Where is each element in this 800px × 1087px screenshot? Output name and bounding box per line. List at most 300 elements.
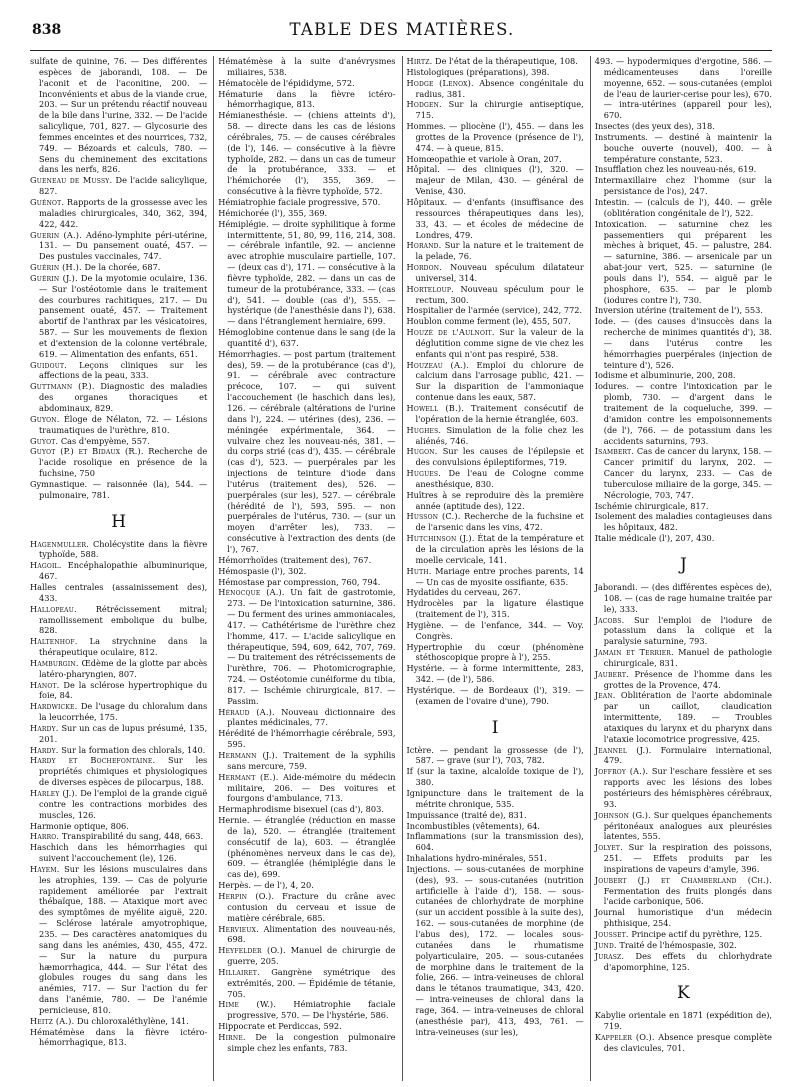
entry-text: Œdème de la glotte par abcès latéro-pharyngien, 807. (39, 657, 208, 679)
entry-author: Heitz (A.). (30, 1015, 75, 1026)
index-entry (595, 132, 772, 165)
index-entry (30, 273, 207, 360)
entry-author: Hamburgin. (30, 657, 79, 668)
entry-author: Harro. (30, 831, 60, 842)
index-entry (30, 680, 207, 702)
index-entry (30, 1027, 207, 1049)
entry-text: Des effets du chlorhydrate d'apomorphine, 125. (603, 950, 772, 972)
entry-author: Guénot. (30, 196, 65, 207)
entry-text: Aide-mémoire du médecin militaire, 206. — Des voitures et fourgons d'ambulance, 713. (227, 771, 396, 804)
entry-text: Intestin. — (calculs de l'), 440. — grêle (oblitération congénitale de l'), 522. (594, 196, 772, 218)
entry-text: Gymnastique. — raisonnée (la), 544. — pulmonaire, 781. (30, 478, 208, 500)
entry-text: Nouveau spéculum pour le rectum, 300. (415, 283, 584, 305)
entry-text: Inversion utérine (traitement de l'), 553. (594, 305, 763, 316)
index-entry (407, 67, 584, 78)
entry-text: Sur la respiration des poissons, 251. — Effets produits par les inspirations de vapeurs d'amyle, 396. (603, 842, 772, 874)
index-entry (218, 566, 395, 577)
entry-text: Hypertrophie du cœur (phénomène stéthoscopique propre à l'), 255. (406, 641, 584, 663)
entry-text: Ignipuncture dans le traitement de la métrite chronique, 535. (406, 788, 584, 809)
entry-author: Hallopeau. (30, 603, 77, 614)
index-entry (218, 587, 395, 706)
entry-text: Absence presque complète des clavicules, 701. (603, 1032, 773, 1053)
index-entry (407, 316, 584, 327)
index-entry (595, 669, 772, 691)
entry-author: Isambert. (594, 446, 635, 457)
entry-text: Halles centrales (assainissement des), 433. (30, 581, 208, 603)
entry-text: Homœopathie et variole à Oran, 207. (406, 153, 562, 164)
index-entry (30, 360, 207, 382)
index-entry (595, 164, 772, 175)
entry-text: Hématurie dans la fièvre ictéro-hémorrhagique, 813. (218, 88, 396, 110)
entry-author: Jean. (594, 690, 616, 701)
index-entry (218, 945, 395, 967)
entry-text: De l'emploi de la grande ciguë contre les contractions morbides des muscles, 126. (39, 788, 208, 820)
entry-text: Manuel de pathologie chirurgicale, 831. (603, 647, 772, 668)
entry-text: Sur la nature et le traitement de la pelade, 76. (415, 240, 584, 262)
entry-text: De la chorée, 687. (84, 262, 161, 273)
entry-author: Huth. (406, 565, 432, 576)
entry-text: Sur la formation des chlorals, 140. (61, 744, 206, 755)
entry-text: Hystérique. — de Bordeaux (l'), 319. — (examen de l'ovaire d'une), 790. (406, 684, 584, 706)
index-entry (30, 864, 207, 1016)
index-entry (407, 262, 584, 284)
entry-text: De l'état de la thérapeutique, 108. (435, 56, 578, 66)
entry-author: Joffroy (A.). (594, 766, 649, 777)
index-entry (218, 110, 395, 197)
entry-author: Hardy. (30, 744, 59, 755)
entry-text: Insectes (des yeux des), 318. (594, 121, 715, 132)
index-entry (218, 197, 395, 208)
index-entry (595, 1032, 772, 1054)
entry-text: Sur les propriétés chimiques et physiologiques de diverses espèces de pilocarpus, 188. (39, 755, 208, 788)
entry-author: Jolyet. (594, 842, 623, 853)
index-column-4 (590, 56, 774, 1081)
index-entry (407, 468, 584, 490)
entry-text: Cholécystite dans la fièvre typhoïde, 588. (39, 538, 208, 560)
entry-author: Hardy et Bochefontaine. (30, 755, 156, 766)
entry-text: Adéno-lymphite péri-utérine, 131. — Du pansement ouaté, 457. — Des pustules vaccinales, 747. (39, 229, 208, 262)
entry-text: Ischémie chirurgicale, 817. (594, 500, 709, 511)
entry-text: Traité de l'hémospasie, 302. (619, 939, 737, 950)
entry-author: Hervieux. (218, 923, 259, 934)
entry-author: Kappeler (O.). (594, 1032, 655, 1043)
index-entry (407, 663, 584, 685)
index-entry (407, 745, 584, 767)
entry-text: Iode. — (des causes d'insuccès dans la recherche de minimes quantités d'), 38. — dans l'utérus contre les hémorrhagies puerpérales (injection de teinture d'), 526. (594, 316, 772, 370)
entry-text: Absence congénitale du radius, 381. (415, 77, 584, 99)
entry-author: Haltenhof. (30, 636, 78, 647)
entry-text: Isolement des maladies contagieuses dans les hôpitaux, 482. (594, 511, 772, 533)
index-entry (218, 89, 395, 111)
entry-text: Haschich dans les hémorrhagies qui suivent l'accouchement (le), 126. (30, 842, 208, 864)
index-entry (407, 511, 584, 533)
entry-text: Ictère. — pendant la grossesse (de l'), 587. — grave (sur l'), 703, 782. (406, 744, 584, 766)
index-entry (595, 381, 772, 446)
index-entry (407, 78, 584, 100)
entry-author: Harley (J.). (30, 788, 78, 798)
entry-text: Sur l'eschare fessière et ses rapports avec les lésions des lobes postérieurs des hémisphères cérébraux, 93. (603, 766, 773, 809)
index-entry (407, 864, 584, 1038)
index-entry (30, 723, 207, 745)
entry-text: Du chloroxaléthylène, 141. (76, 1015, 189, 1026)
section-letter: I (491, 717, 499, 738)
entry-author: Hodgen. (406, 99, 442, 110)
entry-author: Hugues. (406, 468, 442, 479)
index-entry (407, 788, 584, 810)
entry-text: Injections. — sous-cutanées de morphine (des), 93. — sous-cutanées (nutrition artificielle à l'aide d'), 158. — sous-cutanées de chlorhydrate de morphine (sur un accident possible à la suite des), 162. — sous-cutanées de morphine (de l'abus des), 172. — locales sous-cutanées dans le rhumatisme polyarticulaire, 205. — sous-cutanées de morphine dans le traitement de la folie, 266. — intra-veineuses de chloral dans le tétanos traumatique, 343, 420. — intra-veineuses de chloral dans la rage, 364. — intra-veineuses de chloral (anesthésie par), 413, 493, 761. — intra-veineuses (sur les), (406, 863, 584, 1037)
index-entry (218, 772, 395, 805)
entry-text: Hôpitaux. — d'enfants (insuffisance des ressources thérapeutiques dans les), 33, 43. — et écoles de médecine de Londres, 479. (406, 196, 584, 240)
entry-text: Inflammations (sur la transmission des), 604. (406, 831, 584, 853)
entry-text: 493. — hypodermiques d'ergotine, 586. — médicamenteuses dans l'oreille moyenne, 652. — sous-cutanées (emploi de l'eau de laurier-cerise pour les), 670. — intra-utérines (appareil pour les), 670. (594, 56, 772, 121)
index-entry (407, 587, 584, 598)
index-column-3 (402, 56, 586, 1081)
index-entry (30, 56, 207, 175)
entry-text: Intoxication. — saturnine chez les passementiers qui préparent les mèches à briquet, 45. — palustre, 284. — saturnine, 386. — arsenicale par un abat-jour vert, 525. — saturnine (le pouls dans l'), 554. — aiguë par le phosphore, 635. — par le plomb (iodures contre l'), 730. (594, 218, 772, 305)
index-entry (595, 219, 772, 306)
entry-text: Inhalations hydro-minérales, 551. (406, 853, 547, 864)
entry-author: Hugon. (406, 446, 438, 457)
entry-text: Fermentation des fruits plongés dans l'acide carbonique, 506. (603, 885, 772, 907)
index-entry (218, 707, 395, 729)
entry-text: Hippocrate et Perdiccas, 592. (218, 1021, 342, 1032)
index-entry (218, 1032, 395, 1054)
index-entry (407, 642, 584, 664)
entry-text: Hospitalier de l'armée (service), 242, 772. (406, 305, 583, 316)
entry-text: Oblitération de l'aorte abdominale par un caillot, claudication intermittente, 189. — Troubles ataxiques du larynx et du pharynx dans l'ataxie locomotrice progressive, 425. (603, 690, 772, 744)
index-entry (407, 360, 584, 403)
entry-author: Hermant (E.). (218, 771, 279, 782)
entry-author: Horand. (406, 240, 442, 251)
index-entry (30, 755, 207, 788)
running-title: TABLE DES MATIÈRES. (289, 20, 515, 39)
entry-text: De l'eau de Cologne comme anesthésique, 830. (415, 468, 584, 489)
entry-text: Présence de l'homme dans les grottes de la Provence, 474. (603, 668, 772, 690)
entry-text: Sur la valeur de la déglutition comme signe de vie chez les enfants qui n'ont pas respiré, 538. (415, 327, 584, 359)
entry-author: Hughes. (406, 424, 442, 435)
entry-text: Un fait de gastrotomie, 273. — De l'intoxication saturnine, 386. — Du ferment des urines ammoniacales, 417. — Cathétérisme de l'urèthre chez l'homme, 417. — L'acide salicylique en thérapeutique, 594, 609, 642, 707, 769. — Du traitement des rétrécissements de l'urèthre, 706. — Photomicrographie, 724. — Ostéotomie cunéiforme du tibia, 817. — Ischémie chirurgicale, 817. — Passim. (227, 587, 396, 706)
entry-text: Gangrène symétrique des extrémités, 200. — Épidémie de tétanie, 705. (227, 966, 396, 999)
index-entry (218, 555, 395, 566)
index-entry (595, 875, 772, 908)
entry-text: Traitement de la syphilis sans mercure, 759. (227, 750, 396, 771)
index-entry (30, 175, 207, 197)
index-entry (218, 327, 395, 349)
entry-author: Jurasz. (594, 950, 625, 961)
entry-text: Harmonie optique, 806. (30, 820, 129, 831)
entry-author: Houzeau (A.). (406, 359, 470, 370)
index-column-2 (213, 56, 397, 1081)
entry-author: Guyon. (30, 413, 60, 424)
entry-author: Hirtz. (406, 56, 433, 66)
index-entry (30, 479, 207, 501)
index-entry (30, 745, 207, 756)
index-entry (595, 647, 772, 669)
entry-text: Cas de cancer du larynx, 158. — Cancer primitif du larynx, 202. — Cancer du larynx, 233. — Cas de tuberculose miliaire de la gorge, 345. — Nécrologie, 703, 747. (603, 446, 772, 500)
index-entry (595, 810, 772, 843)
index-entry (30, 446, 207, 479)
index-columns (30, 56, 774, 1081)
index-entry (407, 533, 584, 566)
entry-text: Alimentation des nouveau-nés, 698. (227, 923, 396, 945)
index-entry (218, 219, 395, 327)
index-entry (218, 804, 395, 815)
entry-author: Husson (C.). (406, 511, 461, 522)
index-entry (30, 582, 207, 604)
entry-author: Hagoil. (30, 560, 62, 571)
index-entry (595, 501, 772, 512)
entry-author: Hillairet. (218, 966, 260, 977)
entry-text: sulfate de quinine, 76. — Des différentes espèces de jaborandi, 108. — De l'aconit et de l'aconitine, 200. — Inconvénients et abus de la viande crue, 203. — Sur un prétendu réactif nouveau de la bile dans l'urine, 332. — De l'acide salicylique, 701, 827. — Glycosurie des femmes enceintes et des nourrices, 732, 749. — Bézoards et calculs, 780. — Sens du cheminement des excitations dans les nerfs, 826. (30, 56, 208, 175)
entry-author: Herpin (O.). (218, 890, 275, 901)
entry-author: Guérin (J.). (30, 272, 78, 283)
index-entry (407, 821, 584, 832)
entry-text: De l'usage du chloralum dans la leucorrhée, 175. (39, 701, 208, 723)
index-entry (407, 327, 584, 360)
index-entry (30, 701, 207, 723)
entry-author: Guttmann (P.). (30, 381, 95, 392)
index-entry (30, 381, 207, 414)
entry-text: Houblon comme ferment (le), 455, 507. (406, 316, 571, 327)
index-entry (30, 560, 207, 582)
index-entry (218, 728, 395, 750)
entry-author: Guyot (P.) et Bidaux (R.). (30, 446, 144, 457)
index-entry (218, 999, 395, 1021)
header-rule (30, 50, 772, 51)
entry-text: Iodisme et albuminurie, 200, 208. (594, 370, 736, 381)
index-entry (30, 788, 207, 821)
entry-text: Traitement consécutif de l'opération de la hernie étranglée, 603. (415, 403, 584, 424)
entry-text: Recherche de la fuchsine et de l'arsenic dans les vins, 472. (415, 511, 584, 533)
entry-author: Hime (W.). (218, 999, 277, 1010)
entry-text: De l'acide salicylique, 827. (39, 175, 208, 197)
index-entry (595, 370, 772, 381)
entry-text: Impuissance (traité de), 831. (406, 809, 527, 820)
page-number: 838 (32, 22, 62, 38)
entry-text: Hernie. — étranglée (réduction en masse de la), 520. — étranglée (traitement consécutif de la), 603. — étranglée (phénomènes nerveux dans le cas de), 609. — étranglée (hémiplégie dans le cas de), 699. (218, 815, 396, 880)
entry-text: Simulation de la folie chez les aliénés, 746. (415, 424, 584, 446)
index-entry (595, 582, 772, 615)
entry-author: Hutchinson (J.). (406, 533, 475, 544)
index-entry (595, 907, 772, 929)
entry-text: Rétrécissement mitral; ramollissement embolique du bulbe, 828. (39, 603, 208, 636)
entry-text: Incombustibles (vêtements), 64. (406, 820, 541, 831)
entry-text: Histologiques (préparations), 398. (406, 66, 550, 77)
entry-text: Hommes. — pliocène (l'), 455. — dans les grottes de la Provence (présence de l'), 474. — à queue, 815. (406, 121, 584, 153)
index-entry (218, 577, 395, 588)
entry-text: Sur un cas de lupus présumé, 135, 201. (39, 722, 208, 744)
index-entry (595, 842, 772, 875)
section-letter: H (111, 511, 127, 532)
index-entry (407, 831, 584, 853)
entry-text: Hémiplégie. — droite syphilitique à forme intermittente, 51, 80, 99, 116, 214, 308. — cérébrale infantile, 92. — ancienne avec atrophie musculaire partielle, 107. — (deux cas d'), 171. — consécutive à la fièvre typhoïde, 282. — dans un cas de tumeur de la protubérance, 333. — (cas d'), 541. — double (cas d'), 555. — hystérique (de l'anesthésie dans l'), 638. — dans l'étranglement herniaire, 699. (218, 218, 396, 327)
entry-author: Hénocque (A.). (218, 587, 285, 598)
index-entry (595, 305, 772, 316)
entry-text: Fracture du crâne avec contusion du cerveau et issue de matière cérébrale, 685. (227, 890, 396, 923)
entry-author: Hodge (Lenox). (406, 77, 474, 88)
entry-author: Joubert (J.) et Chamberland (Ch.). (594, 874, 772, 885)
entry-text: Italie médicale (l'), 207, 430. (594, 533, 715, 544)
index-entry (30, 436, 207, 447)
index-entry (407, 403, 584, 425)
index-entry (30, 604, 207, 637)
index-entry (595, 745, 772, 767)
entry-text: Mariage entre proches parents, 14 — Un cas de myosite ossifiante, 635. (415, 565, 584, 587)
entry-text: Sur les lésions musculaires dans les atrophies, 139. — Cas de polyurie rapidement améliorée par l'extrait thébaïque, 188. — Ataxique mort avec des symptômes de myélite aiguë, 220. — Sclérose latérale amyotrophique, 235. — Des caractères anatomiques du sang dans les anémies, 430, 455, 472. — Sur la nature du purpura hæmorrhagica, 444. — Sur l'état des globules rouges du sang dans les anémies, 717. — Sur l'action du fer dans l'anémie, 780. — De l'anémie pernicieuse, 810. (39, 863, 208, 1015)
entry-author: Johnson (G.). (594, 809, 651, 820)
entry-text: Leçons cliniques sur les affections de la peau, 333. (39, 359, 208, 381)
index-entry (218, 815, 395, 880)
index-entry (218, 924, 395, 946)
entry-author: Hirne. (218, 1031, 246, 1042)
entry-author: Horteloup. (406, 283, 454, 294)
entry-text: Hémorrhoïdes (traitement des), 767. (218, 554, 372, 565)
entry-author: Howell (B.). (406, 403, 465, 413)
index-entry (30, 821, 207, 832)
entry-text: Hémiatrophie faciale progressive, 570. — De l'hystérie, 586. (227, 999, 396, 1021)
index-entry (595, 316, 772, 370)
entry-author: Hardwicke. (30, 701, 78, 712)
index-entry (595, 511, 772, 533)
entry-text: Rapports de la grossesse avec les maladies chirurgicales, 340, 362, 394, 422, 442. (39, 196, 208, 229)
index-entry (407, 56, 584, 67)
index-entry (218, 349, 395, 555)
entry-text: De la congestion pulmonaire simple chez les enfants, 783. (227, 1031, 396, 1053)
index-entry (30, 636, 207, 658)
entry-author: Guerin (A.). (30, 229, 82, 240)
entry-author: Hordon. (406, 262, 443, 273)
index-entry (218, 56, 395, 78)
index-entry (595, 533, 772, 544)
entry-text: Encéphalopathie albuminurique, 467. (39, 560, 208, 582)
index-entry (407, 810, 584, 821)
entry-text: Sur quelques épanchements péritonéaux analogues aux pleurésies latentes, 555. (603, 809, 772, 842)
index-entry (30, 1016, 207, 1027)
entry-text: Sur les causes de l'épilepsie et des convulsions épileptiformes, 719. (415, 446, 584, 468)
entry-text: Hémospasie (l'), 302. (218, 565, 307, 576)
entry-text: Journal humoristique d'un médecin phthisique, 254. (594, 907, 772, 929)
index-entry (595, 121, 772, 132)
index-column-1 (30, 56, 209, 1081)
entry-author: Houzé de l'Aulnoit. (406, 327, 495, 338)
index-entry (30, 262, 207, 273)
index-entry (595, 1010, 772, 1032)
entry-text: Diagnostic des maladies des organes thoraciques et abdominaux, 829. (39, 381, 208, 413)
entry-author: Jeannel (J.). (594, 744, 652, 755)
index-entry (595, 56, 772, 121)
entry-author: Heyfelder (O.). (218, 945, 286, 956)
index-entry (595, 690, 772, 744)
entry-text: If (sur la taxine, alcaloïde toxique de l'), 380. (406, 766, 584, 788)
entry-text: Hémostase par compression, 760, 794. (218, 576, 381, 587)
entry-author: Guérin (H.). (30, 262, 82, 273)
entry-text: Hygiène. — de l'enfance, 344. — Voy. Congrès. (406, 619, 584, 641)
entry-text: Sur la chirurgie antiseptique, 715. (415, 99, 584, 121)
entry-text: Transpirabilité du sang, 448, 663. (61, 831, 204, 842)
entry-text: Emploi du chlorure de calcium dans l'arrosage public, 421. — Sur la disparition de l'ammoniaque contenue dans les eaux, 587. (415, 359, 584, 403)
entry-text: Instruments. — destiné à maintenir la bouche ouverte (nouvel), 400. — à température constante, 523. (594, 131, 772, 164)
index-entry (595, 175, 772, 197)
entry-text: Hystérie. — à forme intermittente, 283, 342. — (de l'), 586. (406, 663, 584, 685)
index-entry (30, 197, 207, 230)
entry-text: Recherche de l'acide rosolique en présence de la fuchsine, 750 (39, 446, 208, 479)
entry-text: État de la température et de la circulation après les lésions de la moelle cervicale, 141. (415, 533, 584, 565)
index-entry (407, 685, 584, 707)
entry-text: Formulaire international, 479. (603, 744, 772, 766)
index-entry (407, 305, 584, 316)
index-entry (407, 853, 584, 864)
index-entry (407, 121, 584, 154)
entry-author: Jacobs. (594, 614, 625, 625)
index-entry (595, 766, 772, 809)
index-entry (407, 284, 584, 306)
index-entry (218, 750, 395, 772)
entry-author: Hayem. (30, 863, 60, 874)
entry-text: Jaborandi. — (des différentes espèces de), 108. — (cas de rage humaine traitée par le), 333. (594, 581, 772, 614)
entry-author: Jousset. (594, 928, 629, 939)
entry-text: Manuel de chirurgie de guerre, 205. (227, 945, 396, 967)
index-entry (407, 620, 584, 642)
entry-text: Principe actif du pyrèthre, 125. (631, 928, 763, 939)
entry-text: Hydrocèles par la ligature élastique (traitement de l'), 315. (406, 598, 584, 620)
entry-text: Hématémèse dans la fièvre ictéro-hémorrhagique, 813. (30, 1026, 208, 1048)
entry-text: Sur l'emploi de l'iodure de potassium dans la colique et la paralysie saturnine, 793. (603, 614, 772, 647)
entry-author: Guyot. (30, 435, 59, 446)
section-letter: K (677, 983, 690, 1004)
entry-text: Hydatides du cerveau, 267. (406, 587, 521, 598)
entry-text: Kabylie orientale en 1871 (expédition de), 719. (594, 1010, 772, 1032)
index-entry (407, 446, 584, 468)
entry-text: Huîtres à se reproduire dès la première année (aptitude des), 122. (406, 489, 584, 511)
entry-text: Nouveau spéculum dilatateur universel, 314. (415, 262, 584, 283)
index-entry (407, 490, 584, 512)
entry-author: Hardy. (30, 722, 59, 733)
page-header (32, 20, 772, 46)
entry-author: Jund. (594, 939, 617, 950)
entry-author: Héraud (A.). (218, 706, 275, 717)
entry-author: Hanot. (30, 679, 60, 690)
entry-text: Hérédité de l'hémorrhagie cérébrale, 593, 595. (218, 728, 396, 750)
index-entry (30, 230, 207, 263)
index-entry (595, 446, 772, 500)
entry-text: Hémichorée (l'), 355, 369. (218, 207, 328, 218)
entry-text: Herpès. — de l'), 4, 20. (218, 880, 314, 891)
entry-text: Iodures. — contre l'intoxication par le plomb, 730. — d'argent dans le traitement de la coqueluche, 399. — d'amidon contre les empoisonnements (de l'), 766. — de potassium dans les accidents saturnins, 793. (594, 381, 772, 446)
index-entry (218, 78, 395, 89)
entry-text: Hôpital. — des cliniques (l'), 320. — majeur de Milan, 430. — général de Venise, 430. (406, 164, 584, 197)
entry-text: Cas d'empyème, 557. (60, 435, 150, 446)
index-entry (218, 880, 395, 891)
index-entry (407, 766, 584, 788)
entry-text: Hémiatrophie faciale progressive, 570. (218, 196, 381, 207)
entry-author: Guidout. (30, 359, 67, 370)
index-entry (218, 208, 395, 219)
index-entry (30, 414, 207, 436)
entry-author: Jamain et Terrier. (594, 647, 674, 658)
section-letter: J (679, 554, 687, 575)
entry-author: Hagenmuller. (30, 538, 89, 549)
index-entry (407, 164, 584, 197)
index-entry (407, 197, 584, 240)
index-entry (407, 566, 584, 588)
index-entry (407, 154, 584, 165)
entry-text: Intermaxillaire chez l'homme (sur la persistance de l'os), 247. (594, 175, 772, 197)
index-entry (30, 658, 207, 680)
entry-text: Nouveau dictionnaire des plantes médicinales, 77. (227, 706, 396, 728)
entry-text: Hermaphrodisme bisexuel (cas d'), 803. (218, 804, 384, 815)
entry-text: Insufflation chez les nouveau-nés, 619. (594, 164, 757, 175)
entry-author: Hermann (J.). (218, 750, 278, 760)
